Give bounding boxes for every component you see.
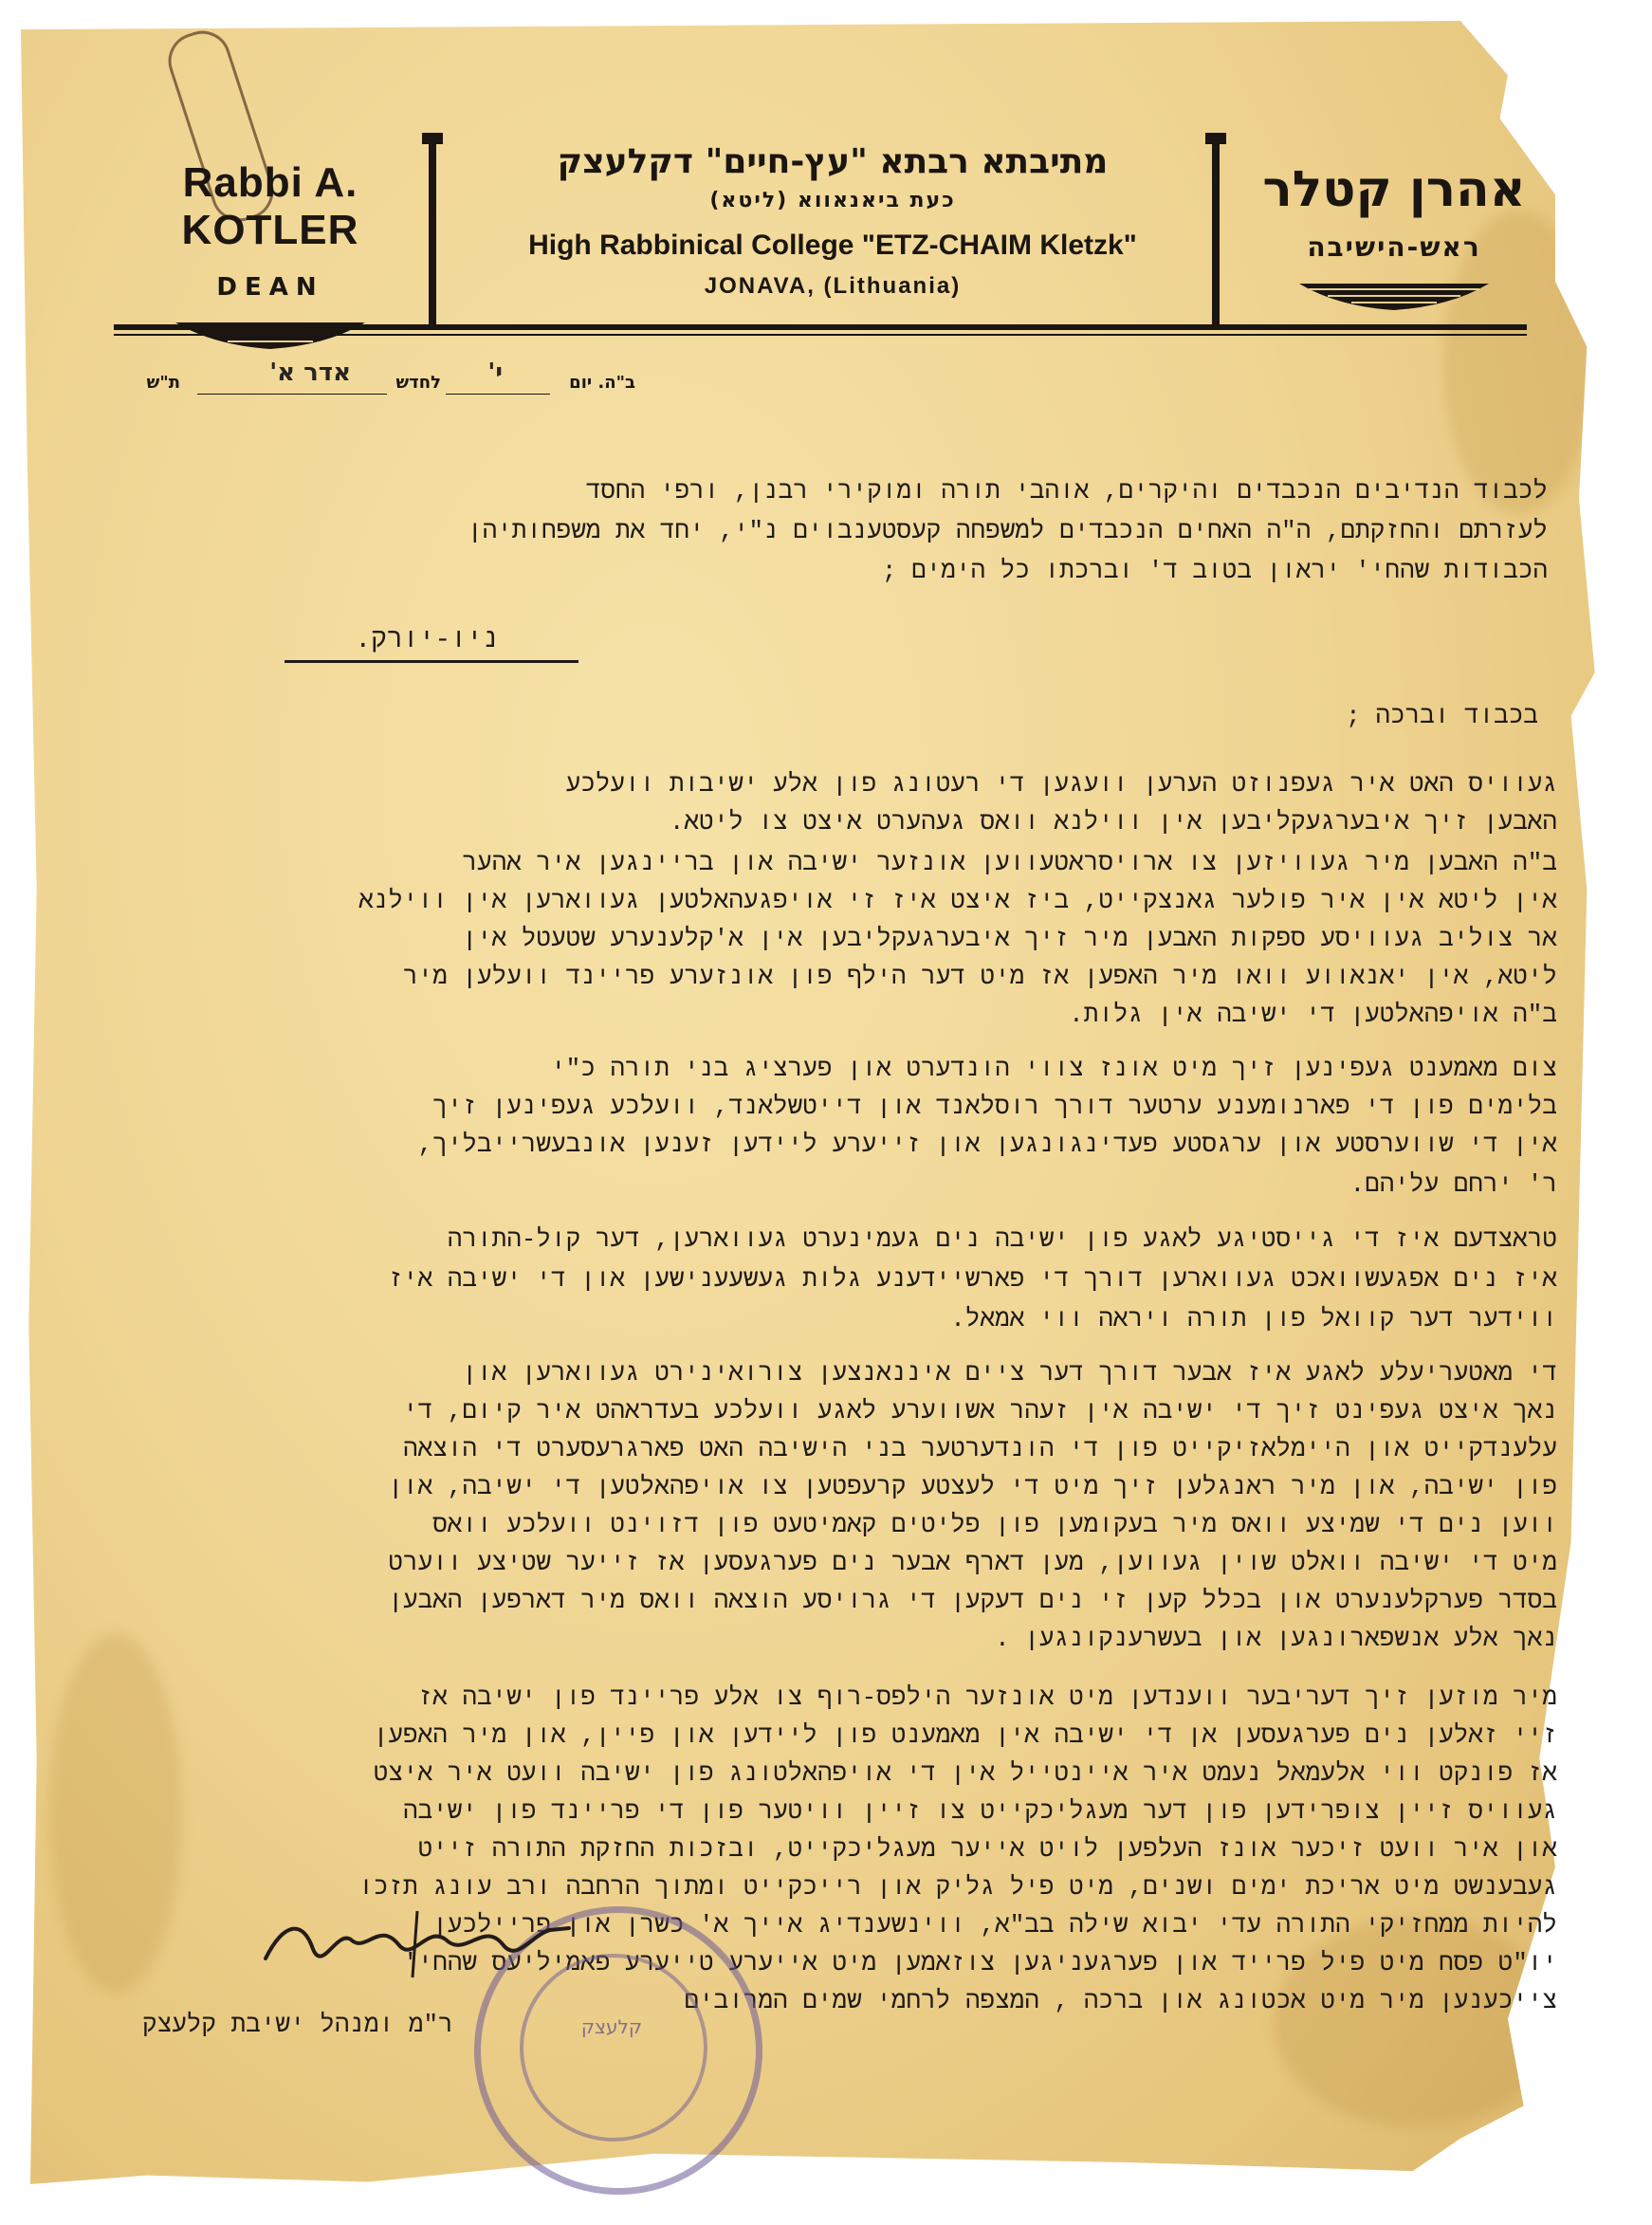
body-line: אין ליטא אין איר פולער גאנצקייט, ביז איצט איז זי אויפגעהאלטען געווארען אין ווילנא [358, 887, 1557, 915]
body-line: מיט די ישיבה וואלט שוין געווען, מען דארף אבער נים פערגעסען אז זייער שטיצע ווערט [388, 1549, 1557, 1577]
addressee-city: ניו-יורק. [355, 626, 499, 655]
body-line: בסדר פערקלענערט און בכלל קען זי נים דעקען די גרויסע הוצאה וואס מיר דארפען האבען [388, 1587, 1557, 1615]
date-blank-line [197, 394, 387, 395]
body-line: להיות ממחזיקי התורה עדי יבוא שילה בב"א, ווינשענדיג אייך א' כשרן און פריילכען [432, 1911, 1557, 1940]
handwritten-signature [247, 1902, 588, 1987]
date-prefix: ב"ה. יום [569, 373, 635, 393]
body-line: האבען זיך איבערגעקליבען אין ווילנא וואס געהערט איצט צו ליטא. [669, 808, 1557, 837]
greeting-line: הכבודות שהחי' יראון בטוב ד' וברכתו כל הימים ; [881, 557, 1548, 585]
salutation: בכבוד וברכה ; [1346, 702, 1538, 730]
body-line: די מאטעריעלע לאגע איז אבער דורך דער ציים איננאנצען צורואינירט געווארען און [462, 1359, 1557, 1388]
institution-name-english: High Rabbinical College "ETZ-CHAIM Kletzk" [528, 230, 1137, 261]
body-line: איז נים אפגעשוואכט געווארען דורך די פארשיידענע גלות געשעענישען און די ישיבה איז [388, 1265, 1557, 1294]
body-line: אר צוליב געוויסע ספקות האבען מיר זיך איבערגעקליבען אין א'קלענערע שטעטל אין [462, 925, 1557, 953]
greeting-line: לעזרתם והחזקתם, ה"ה האחים הנכבדים למשפחה קעסטענבוים נ"י, יחד את משפחותיהן [468, 517, 1548, 545]
greeting-line: לכבוד הנדיבים הנכבדים והיקרים, אוהבי תורה ומוקירי רבנן, ורפי החסד [585, 477, 1548, 506]
date-day: י' [487, 359, 503, 387]
wing-ornament-icon [1299, 280, 1489, 314]
dean-name-hebrew: אהרן קטלר [1262, 161, 1526, 218]
body-line: יו"ט פסח מיט פיל פרייד און פערגעניגען צוזאמען מיט אייערע טייערע פאמיליעס שהחי' [403, 1949, 1557, 1977]
body-line: מיר מוזען זיך דעריבער ווענדען מיט אונזער הילפס-רוף צו אלע פריינד פון ישיבה אז [417, 1683, 1557, 1712]
body-line: ליטא, אין יאנאווע וואו מיר האפען אז מיט דער הילף פון אונזערע פריינד וועלען מיר [403, 963, 1557, 991]
body-line: עלענדקייט און היימלאזיקייט פון די הונדערטער בני הישיבה האט פארגרעסערט די הוצאה [403, 1435, 1557, 1463]
body-line: אין די שווערסטע און ערגסטע פעדינגונגען און זייערע ליידען זענען אונבעשרייבליך, [417, 1131, 1557, 1159]
date-line [104, 359, 635, 396]
dean-title-hebrew: ראש-הישיבה [1307, 231, 1481, 263]
body-line: געוויס זיין צופרידען פון דער מעגליכקייט צו זיין וויטער פון די פריינד פון ישיבה [403, 1797, 1557, 1826]
date-blank-line [446, 394, 550, 395]
body-line: פון ישיבה, און מיר ראנגלען זיך מיט די לעצטע קרעפטען צו אויפהאלטען די ישיבה, און [388, 1473, 1557, 1501]
institution-name-hebrew: מתיבתא רבתא "עץ-חיים" דקלעצק [557, 142, 1109, 181]
body-line: צום מאמענט געפינען זיך מיט אונז צווי הונדערט און פערציג בני תורה כ"י [551, 1055, 1557, 1083]
body-line: ווידער דער קוואל פון תורה ויראה ווי אמאל. [950, 1305, 1557, 1333]
body-line: ב"ה אויפהאלטען די ישיבה אין גלות. [1069, 1001, 1557, 1029]
signature-title: ר"מ ומנהל ישיבת קלעצק [142, 2011, 453, 2039]
header-pillar [429, 142, 436, 327]
city-underline [285, 660, 578, 663]
body-line: אז פונקט ווי אלעמאל נעמט איר איינטייל אין די אויפהאלטונג פון ישיבה וועט איר איצט [373, 1759, 1557, 1788]
letterhead-center [444, 142, 1221, 300]
stamp-text: קלעצק [580, 2015, 643, 2038]
institution-location-english: JONAVA, (Lithuania) [704, 273, 962, 299]
header-rule [114, 324, 1527, 330]
letterhead-right [1223, 161, 1565, 314]
body-line: צייכענען מיר מיט אכטונג און ברכה , המצפה לרחמי שמים המרובים [684, 1987, 1557, 2015]
date-year: ת"ש [146, 373, 180, 393]
body-line: און איר וועט זיכער אונז העלפען לויט אייער מעגליכקייט, ובזכות החזקת התורה זייט [417, 1835, 1557, 1864]
body-line: זיי זאלען נים פערגעסען אן די ישיבה אין מאמענט פון ליידען און פיין, און מיר האפען [373, 1721, 1557, 1750]
institution-location-hebrew: כעת ביאנאווא (ליטא) [709, 189, 956, 212]
body-line: ר' ירחם עליהם. [1349, 1170, 1557, 1199]
body-line: געבענשט מיט אריכת ימים ושנים, מיט פיל גליק און רייכקייט ומתוך הרחבה ורב עונג תזכו [358, 1873, 1557, 1902]
dean-name-english: Rabbi A. KOTLER [181, 159, 359, 253]
dean-title-english: DEAN [216, 273, 324, 302]
header-rule [114, 334, 1527, 336]
body-line: ווען נים די שמיצע וואס מיר בעקומען פון פליטים קאמיטעט פון דזוינט וועלכע וואס [432, 1511, 1557, 1539]
date-month: אדר א' [269, 359, 351, 387]
body-line: בלימים פון די פארנומענע ערטער דורך רוסלאנד און דייטשלאנד, וועלכע געפינען זיך [432, 1093, 1557, 1121]
body-line: געוויס האט איר געפנוזט הערען וועגען די רעטונג פון אלע ישיבות וועלכע [565, 770, 1557, 799]
body-line: נאך אלע אנשפארונגען און בעשרענקונגען . [995, 1625, 1557, 1653]
body-line: טראצדעם איז די גייסטיגע לאגע פון ישיבה נים געמינערט געווארען, דער קול-התורה [447, 1225, 1557, 1254]
date-chodesh-label: לחדש [395, 373, 441, 393]
body-line: נאך איצט געפינט זיך די ישיבה אין זעהר אשווערע לאגע וועלכע בעדראהט איר קיום, די [403, 1397, 1557, 1425]
body-line: ב"ה האבען מיר געוויזען צו ארויסראטעווען אונזער ישיבה און בריינגען איר אהער [462, 849, 1557, 877]
